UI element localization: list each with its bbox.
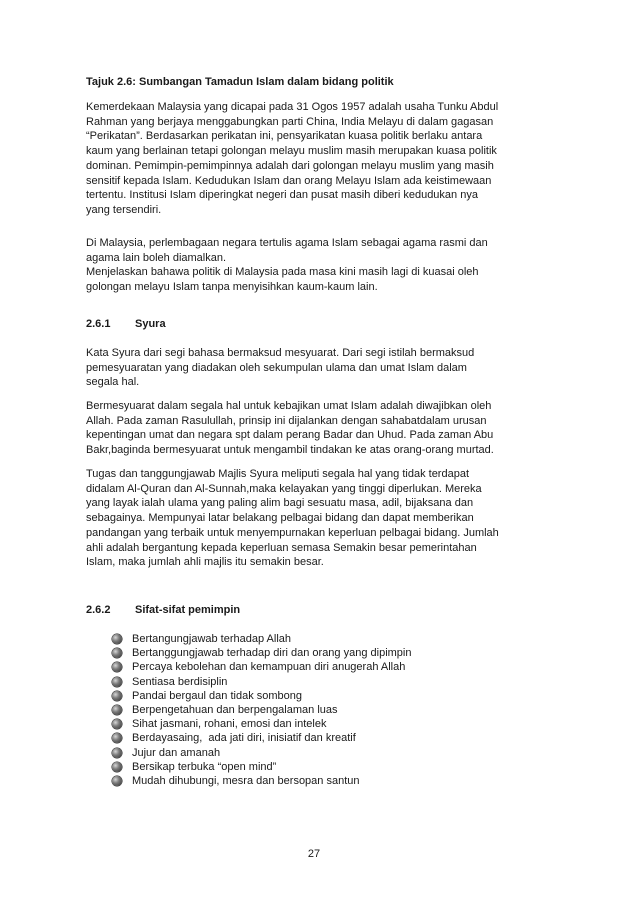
bullet-list [112, 632, 411, 788]
list-item: Jujur dan amanah [112, 746, 411, 760]
text-line: dominan. Pemimpin-pemimpinnya adalah dari golongan melayu muslim yang masih [86, 159, 494, 172]
paragraph-kata-syura [86, 346, 542, 390]
text-line: yang layak ialah ulama yang paling alim bagi sesuatu masa, adil, bijaksana dan [86, 497, 474, 510]
bullet-icon [112, 648, 122, 658]
section-number: 2.6.1 [86, 318, 111, 330]
text-line: “Perikatan”. Berdasarkan perikatan ini, pensyarikatan kuasa politik berlaku antara [86, 130, 483, 143]
bullet-icon [112, 705, 122, 715]
paragraph-kemerdekaan [86, 100, 542, 218]
text-line: Kemerdekaan Malaysia yang dicapai pada 31 Ogos 1957 adalah usaha Tunku Abdul [86, 101, 499, 113]
text-line: sebagainya. Mempunyai latar belakang pelbagai bidang dan dapat memberikan [86, 512, 474, 525]
section-number: 2.6.2 [86, 604, 111, 616]
bullet-icon [112, 677, 122, 687]
text-line: tertentu. Institusi Islam diperingkat negeri dan pusat masih diberi kedudukan nya [86, 189, 478, 202]
text-line: Bakr,baginda bermesyuarat untuk mengambil tindakan ke atas orang-orang murtad. [86, 444, 494, 457]
list-item: Sihat jasmani, rohani, emosi dan intelek [112, 717, 411, 731]
text-line: Menjelaskan bahawa politik di Malaysia pada masa kini masih lagi di kuasai oleh [86, 266, 479, 279]
text-line: Allah. Pada zaman Rasulullah, prinsip ini dijalankan dengan sahabatdalam urusan [86, 414, 487, 427]
text-line: golongan melayu Islam tanpa menyisihkan kaum-kaum lain. [86, 281, 378, 294]
text-line: pemesyuaratan yang diadakan oleh sekumpulan ulama dan umat Islam dalam [86, 361, 467, 374]
section-title: Sifat-sifat pemimpin [135, 604, 241, 616]
text-line: agama lain boleh diamalkan. [86, 251, 227, 264]
section-title: Syura [135, 318, 166, 330]
text-line: kaum yang berlainan tetapi golongan melayu muslim masih merupakan kuasa politik [86, 145, 497, 158]
text-line: pandangan yang terbaik untuk menyempurnakan keperluan pelbagai bidang. Jumlah [86, 526, 499, 539]
text-line: ahli adalah bergantung kepada keperluan semasa Semakin besar pemerintahan [86, 541, 477, 554]
bullet-icon [112, 762, 122, 772]
text-line: sensitif kepada Islam. Kedudukan Islam dan orang Melayu Islam ada keistimewaan [86, 174, 492, 187]
list-item: Berpengetahuan dan berpengalaman luas [112, 703, 411, 717]
list-item: Sentiasa berdisiplin [112, 675, 411, 689]
paragraph-perlembagaan [86, 236, 542, 295]
bullet-icon [112, 634, 122, 644]
list-item: Mudah dihubungi, mesra dan bersopan santun [112, 774, 411, 788]
page-title: Tajuk 2.6: Sumbangan Tamadun Islam dalam bidang politik [86, 76, 394, 88]
list-item: Pandai bergaul dan tidak sombong [112, 689, 411, 703]
text-line: kepentingan umat dan negara spt dalam perang Badar dan Uhud. Pada zaman Abu [86, 429, 494, 442]
text-line: didalam Al-Quran dan Al-Sunnah,maka kelayakan yang tinggi diperlukan. Mereka [86, 482, 482, 495]
list-item: Bersikap terbuka “open mind” [112, 760, 411, 774]
text-line: Islam, maka jumlah ahli majlis itu semakin besar. [86, 556, 324, 569]
section-heading-syura [86, 318, 166, 330]
page-number: 27 [307, 848, 321, 860]
bullet-icon [112, 776, 122, 786]
bullet-icon [112, 662, 122, 672]
bullet-icon [112, 719, 122, 729]
section-heading-sifat [86, 604, 240, 616]
bullet-icon [112, 733, 122, 743]
text-line: Rahman yang berjaya menggabungkan parti China, India Melayu di dalam gagasan [86, 115, 494, 128]
list-item: Bertangungjawab terhadap Allah [112, 632, 411, 646]
text-line: Bermesyuarat dalam segala hal untuk kebajikan umat Islam adalah diwajibkan oleh [86, 400, 492, 412]
text-line: Di Malaysia, perlembagaan negara tertulis agama Islam sebagai agama rasmi dan [86, 237, 488, 249]
text-line: Tugas dan tanggungjawab Majlis Syura meliputi segala hal yang tidak terdapat [86, 468, 469, 480]
bullet-icon [112, 691, 122, 701]
text-line: Kata Syura dari segi bahasa bermaksud mesyuarat. Dari segi istilah bermaksud [86, 347, 475, 359]
paragraph-bermesyuarat [86, 399, 542, 458]
bullet-icon [112, 748, 122, 758]
paragraph-majlis-syura [86, 467, 542, 570]
list-item: Percaya kebolehan dan kemampuan diri anugerah Allah [112, 660, 411, 674]
text-line: yang tersendiri. [86, 203, 162, 216]
list-item: Bertanggungjawab terhadap diri dan orang yang dipimpin [112, 646, 411, 660]
list-item: Berdayasaing, ada jati diri, inisiatif dan kreatif [112, 731, 411, 745]
text-line: segala hal. [86, 376, 140, 389]
